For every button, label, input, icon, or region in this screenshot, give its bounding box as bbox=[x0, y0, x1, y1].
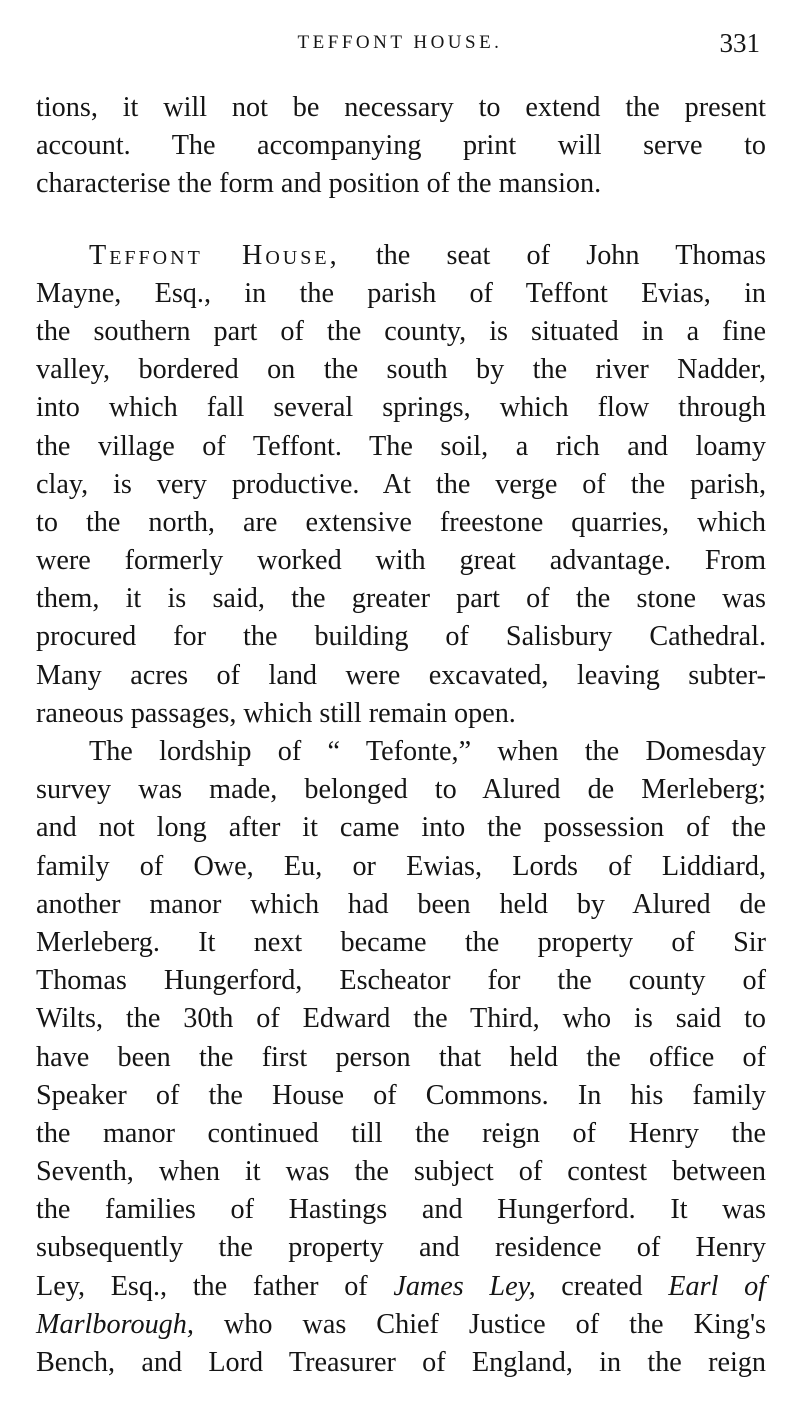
text-line: survey was made, belonged to Alured de Merleberg; bbox=[36, 774, 766, 806]
page-number: 331 bbox=[719, 28, 760, 58]
paragraph-gap bbox=[36, 204, 766, 237]
text-line: subsequently the property and residence of Henry bbox=[36, 1232, 766, 1264]
text-line: to the north, are extensive freestone quarries, which bbox=[36, 506, 766, 538]
text-line bbox=[36, 1306, 766, 1344]
text-line: Bench, and Lord Treasurer of England, in the reign bbox=[36, 1347, 766, 1378]
text-line: characterise the form and position of the mansion. bbox=[36, 168, 602, 200]
text-line bbox=[36, 237, 766, 275]
text-line: valley, bordered on the south by the river Nadder, bbox=[36, 354, 766, 386]
text-line bbox=[36, 1268, 766, 1306]
section-heading: Teffont House, bbox=[89, 239, 340, 271]
text-line: Merleberg. It next became the property of Sir bbox=[36, 926, 766, 958]
text-line: the families of Hastings and Hungerford. It was bbox=[36, 1194, 766, 1226]
text-line: Seventh, when it was the subject of contest between bbox=[36, 1156, 766, 1188]
text-line: account. The accompanying print will serve to bbox=[36, 130, 766, 162]
paragraph-1 bbox=[36, 89, 766, 204]
paragraph-3 bbox=[36, 733, 766, 1382]
italic-title: Earl of bbox=[668, 1270, 766, 1302]
text-line: have been the first person that held the office of bbox=[36, 1041, 766, 1073]
text-line: and not long after it came into the possession of the bbox=[36, 812, 766, 844]
text-line: tions, it will not be necessary to extend the present bbox=[36, 92, 766, 123]
italic-name: James Ley, bbox=[393, 1270, 536, 1302]
italic-title: Marlborough, bbox=[36, 1308, 194, 1340]
running-head bbox=[36, 28, 764, 68]
text-line: Wilts, the 30th of Edward the Third, who is said to bbox=[36, 1003, 766, 1035]
text-line: into which fall several springs, which flow through bbox=[36, 392, 766, 424]
text-line: raneous passages, which still remain open. bbox=[36, 697, 516, 729]
text-line: Many acres of land were excavated, leaving subter- bbox=[36, 659, 766, 691]
text-run: created bbox=[535, 1270, 669, 1302]
text-line: the southern part of the county, is situated in a fine bbox=[36, 315, 766, 347]
text-line: Mayne, Esq., in the parish of Teffont Evias, in bbox=[36, 277, 766, 309]
text-line: Speaker of the House of Commons. In his family bbox=[36, 1079, 766, 1111]
running-title: TEFFONT HOUSE. bbox=[297, 32, 503, 53]
text-run: Ley, Esq., the father of bbox=[36, 1270, 394, 1302]
body-text bbox=[36, 89, 766, 1382]
text-line: Thomas Hungerford, Escheator for the county of bbox=[36, 965, 766, 997]
text-run: the seat of John Thomas bbox=[339, 239, 766, 271]
text-line: family of Owe, Eu, or Ewias, Lords of Liddiard, bbox=[36, 850, 766, 882]
text-line: procured for the building of Salisbury Cathedral. bbox=[36, 621, 766, 653]
text-line: the village of Teffont. The soil, a rich and loamy bbox=[36, 430, 766, 462]
paragraph-2 bbox=[36, 237, 766, 733]
text-line: another manor which had been held by Alured de bbox=[36, 888, 766, 920]
text-line: were formerly worked with great advantage. From bbox=[36, 545, 766, 577]
text-line: The lordship of “ Tefonte,” when the Domesday bbox=[89, 736, 766, 767]
text-line: clay, is very productive. At the verge of the parish, bbox=[36, 468, 766, 500]
text-run: who was Chief Justice of the King's bbox=[193, 1308, 766, 1340]
text-line: the manor continued till the reign of Henry the bbox=[36, 1117, 766, 1149]
text-line: them, it is said, the greater part of the stone was bbox=[36, 583, 766, 615]
